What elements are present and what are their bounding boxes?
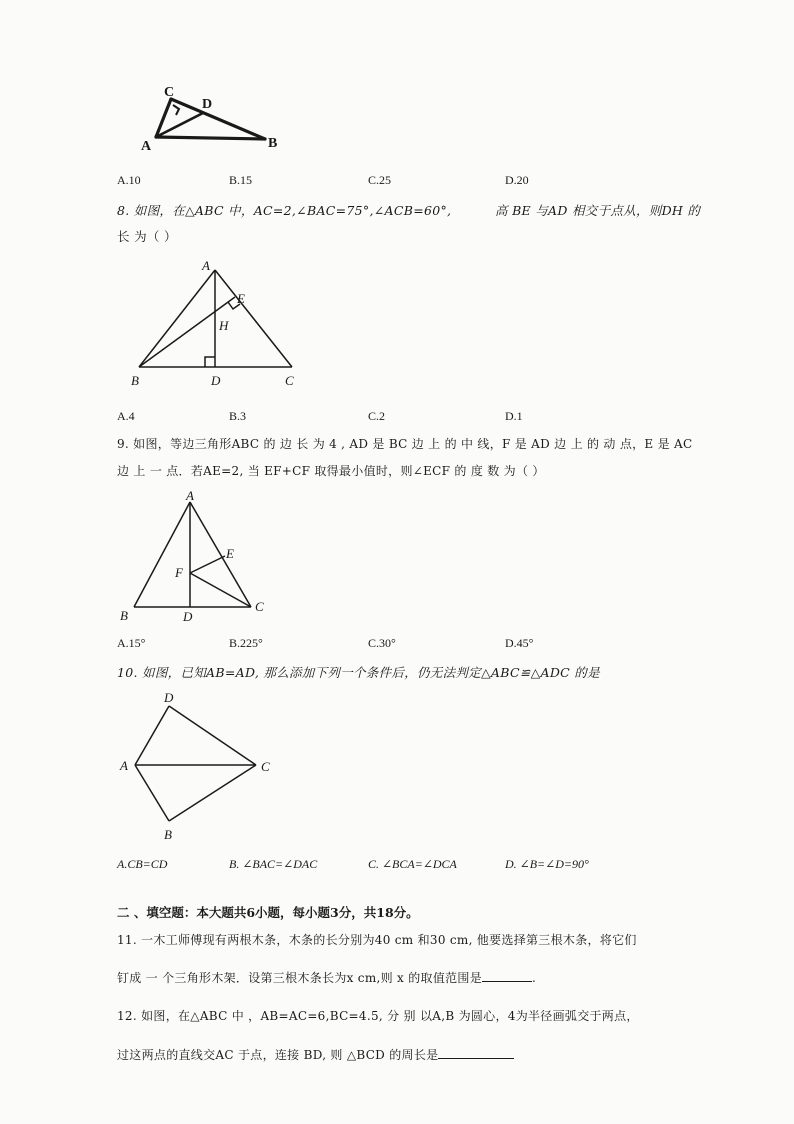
q8-side-ab [139,270,215,367]
q8-option-a[interactable]: A.4 [117,409,135,423]
q9-triangle-figure [115,486,275,626]
q8-question-text-1b: 高 BE 与AD 相交于点从，则DH 的 [495,203,701,218]
q9-side-ac [190,502,251,607]
q10-option-d[interactable]: D. ∠B=∠D=90° [505,857,589,871]
q7-label-b: B [268,136,278,151]
q11-question-text-2-body: 钉成 一 个三角形木架．设第三根木条长为x cm,则 x 的取值范围是 [117,971,483,985]
q10-side-ab [135,765,169,821]
q12-question-text-1: 12. 如图，在△ABC 中 ，AB=AC=6,BC=4.5, 分 别 以A,B 为圆心，4为半径画弧交于两点， [117,1009,639,1023]
q10-option-b[interactable]: B. ∠BAC=∠DAC [229,857,318,871]
q10-option-c[interactable]: C. ∠BCA=∠DCA [368,857,457,871]
q7-label-d: D [202,97,213,112]
q8-question-text-1: 8. 如图，在△ABC 中，AC=2,∠BAC=75°,∠ACB=60°, [117,203,452,218]
q11-question-text-end: . [532,971,537,985]
q8-label-a: A [202,258,210,273]
q8-question-text-2: 长 为（ ） [117,229,177,244]
q8-triangle-figure [125,255,315,390]
section-2-heading: 二 、填空题：本大题共6小题，每小题3分，共18分。 [117,905,419,920]
q8-label-c: C [285,373,294,388]
q9-label-c: C [255,599,264,614]
q9-segment-fe [190,556,225,573]
q10-label-a: A [120,758,128,773]
q9-label-b: B [120,608,128,623]
q10-label-d: D [164,690,174,705]
q7-triangle-figure [128,80,298,160]
q8-option-c[interactable]: C.2 [368,409,386,423]
q11-question-text-2 [117,969,536,986]
q12-question-text-2-body: 过这两点的直线交AC 于点，连接 BD, 则 △BCD 的周长是 [117,1048,439,1062]
q11-answer-blank[interactable] [482,969,532,982]
q10-side-bc [169,765,256,821]
q9-side-ab [134,502,190,607]
q10-side-dc [169,706,256,765]
q7-side-cb [171,99,265,139]
q10-question-text: 10. 如图，已知AB=AD, 那么添加下列一个条件后，仍无法判定△ABC≌△ADC 的是 [117,665,600,680]
q7-option-c[interactable]: C.25 [368,173,392,187]
q7-right-angle-mark [173,105,179,115]
q11-question-text-1: 11. 一木工师傅现有两根木条，木条的长分别为40 cm 和30 cm, 他要选择第三根木条，将它们 [117,933,637,947]
q12-question-text-2 [117,1046,514,1063]
q7-side-ab [156,137,265,139]
q8-right-angle-d [205,357,215,367]
q12-answer-blank[interactable] [438,1046,514,1059]
q9-question-text-2: 边 上 一 点．若AE=2, 当 EF+CF 取得最小值时，则∠ECF 的 度 数 为（ ） [117,464,545,478]
q7-label-c: C [164,85,175,100]
q9-question-text-1: 9. 如图，等边三角形ABC 的 边 长 为 4 , AD 是 BC 边 上 的 中 线，F 是 AD 边 上 的 动 点，E 是 AC [117,437,693,451]
q9-option-a[interactable]: A.15° [117,636,146,650]
q7-option-a[interactable]: A.10 [117,173,141,187]
q8-option-b[interactable]: B.3 [229,409,247,423]
q10-quadrilateral-figure [112,685,287,845]
q9-option-d[interactable]: D.45° [505,636,534,650]
q8-label-b: B [131,373,139,388]
q8-label-d: D [211,373,221,388]
q9-option-b[interactable]: B.225° [229,636,263,650]
q8-label-h: H [219,318,229,333]
q8-option-d[interactable]: D.1 [505,409,523,423]
q7-label-a: A [141,139,152,154]
q8-label-e: E [237,291,245,306]
q10-side-ad [135,706,169,765]
q10-option-a[interactable]: A.CB=CD [117,857,168,871]
q7-option-b[interactable]: B.15 [229,173,253,187]
q9-label-d: D [183,609,193,624]
q9-label-a: A [186,488,194,503]
q9-label-f: F [175,565,183,580]
q10-label-c: C [261,759,270,774]
q9-option-c[interactable]: C.30° [368,636,396,650]
q7-option-d[interactable]: D.20 [505,173,529,187]
q9-label-e: E [226,546,234,561]
q10-label-b: B [164,827,172,842]
